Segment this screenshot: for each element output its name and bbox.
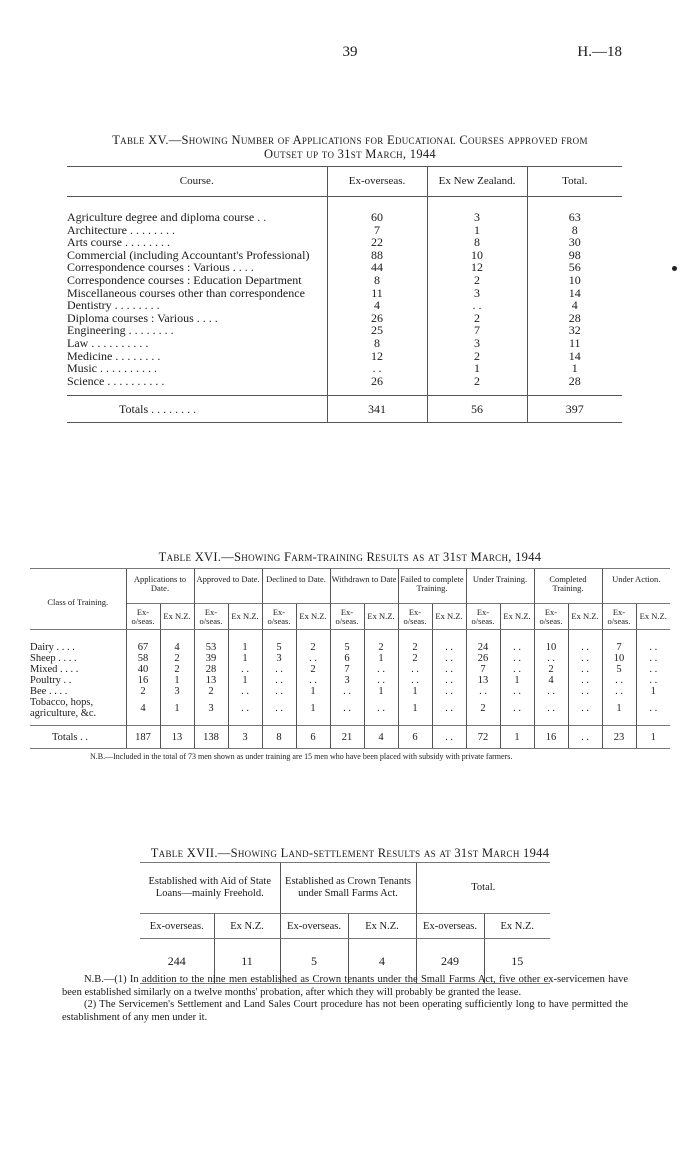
value-cell: 1	[500, 675, 534, 686]
ex-overseas-cell: 26	[327, 312, 427, 325]
totals-cell: 13	[160, 726, 194, 749]
class-of-training-header: Class of Training.	[30, 569, 126, 630]
total-cell: 14	[527, 350, 622, 363]
sub-ex-overseas: Ex-o/seas.	[330, 604, 364, 630]
course-name: Correspondence courses : Various . . . .	[67, 260, 254, 275]
ex-overseas-cell: 4	[327, 299, 427, 312]
value-cell: 3	[330, 675, 364, 686]
table-row	[30, 697, 670, 719]
value-cell: . .	[568, 664, 602, 675]
table-row	[67, 211, 622, 224]
value-cell: 249	[416, 939, 484, 984]
ex-nz-cell: 2	[427, 350, 527, 363]
row-label: Mixed . . . .	[30, 664, 79, 675]
value-cell: . .	[432, 642, 466, 653]
sub-ex-overseas: Ex-o/seas.	[262, 604, 296, 630]
value-cell: 244	[140, 939, 214, 984]
course-name: Miscellaneous courses other than correspondence	[67, 285, 305, 300]
value-cell: 1	[602, 697, 636, 719]
table-row	[67, 337, 622, 350]
value-cell: 7	[602, 642, 636, 653]
totals-cell: 72	[466, 726, 500, 749]
value-cell: 2	[398, 653, 432, 664]
value-cell: 4	[348, 939, 416, 984]
ex-nz-cell: 2	[427, 375, 527, 388]
value-cell: . .	[364, 675, 398, 686]
ex-overseas-cell: 12	[327, 350, 427, 363]
table-row	[67, 324, 622, 337]
value-cell: . .	[568, 653, 602, 664]
value-cell: . .	[228, 697, 262, 719]
sub-ex-overseas: Ex-o/seas.	[602, 604, 636, 630]
value-cell: . .	[636, 653, 670, 664]
ex-nz-cell: 7	[427, 324, 527, 337]
group-header: Approved to Date.	[194, 569, 262, 604]
group-header: Completed Training.	[534, 569, 602, 604]
ex-overseas-cell: 60	[327, 211, 427, 224]
ex-overseas-cell: 22	[327, 236, 427, 249]
ex-overseas-cell: 8	[327, 337, 427, 350]
value-cell: 4	[160, 642, 194, 653]
value-cell: 1	[364, 653, 398, 664]
sub-ex-overseas: Ex-overseas.	[140, 914, 214, 939]
total-cell: 28	[527, 375, 622, 388]
table-row	[67, 236, 622, 249]
total-cell: 30	[527, 236, 622, 249]
totals-cell: 8	[262, 726, 296, 749]
value-cell: . .	[568, 686, 602, 697]
value-cell: 2	[296, 642, 330, 653]
value-cell: 53	[194, 642, 228, 653]
course-name: Engineering . . . . . . . .	[67, 323, 174, 338]
total-cell: 14	[527, 287, 622, 300]
row-label: Bee . . . .	[30, 686, 68, 697]
value-cell: 1	[228, 675, 262, 686]
ex-nz-cell: 3	[427, 211, 527, 224]
value-cell: . .	[602, 675, 636, 686]
sub-ex-nz: Ex N.Z.	[348, 914, 416, 939]
group-header: Declined to Date.	[262, 569, 330, 604]
value-cell: 2	[398, 642, 432, 653]
total-cell: 56	[527, 261, 622, 274]
value-cell: . .	[228, 686, 262, 697]
value-cell: 2	[160, 664, 194, 675]
value-cell: . .	[500, 653, 534, 664]
value-cell: . .	[534, 653, 568, 664]
totals-cell: 138	[194, 726, 228, 749]
course-name: Agriculture degree and diploma course . .	[67, 210, 267, 224]
value-cell: . .	[500, 697, 534, 719]
value-cell: . .	[262, 675, 296, 686]
group-header: Under Training.	[466, 569, 534, 604]
totals-row	[30, 726, 670, 749]
totals-label: Totals . . . . . . . .	[67, 396, 327, 423]
sub-ex-overseas: Ex-overseas.	[280, 914, 348, 939]
value-cell: . .	[636, 664, 670, 675]
table-row	[30, 642, 670, 653]
value-cell: . .	[228, 664, 262, 675]
value-cell: . .	[432, 653, 466, 664]
value-cell: 11	[214, 939, 280, 984]
table17	[140, 862, 550, 984]
value-cell: 1	[296, 686, 330, 697]
col-header-course: Course.	[67, 167, 327, 197]
value-cell: 3	[262, 653, 296, 664]
group-header: Applications to Date.	[126, 569, 194, 604]
total-cell: 32	[527, 324, 622, 337]
totals-total: 397	[527, 396, 622, 423]
course-name: Diploma courses : Various . . . .	[67, 310, 218, 325]
value-cell: . .	[534, 697, 568, 719]
total-cell: 28	[527, 312, 622, 325]
total-cell: 98	[527, 249, 622, 262]
ex-overseas-cell: 8	[327, 274, 427, 287]
totals-exnz: 56	[427, 396, 527, 423]
ex-nz-cell: 12	[427, 261, 527, 274]
total-cell: 11	[527, 337, 622, 350]
course-name: Architecture . . . . . . . .	[67, 222, 175, 237]
sub-ex-overseas: Ex-o/seas.	[466, 604, 500, 630]
sub-ex-nz: Ex N.Z.	[228, 604, 262, 630]
value-cell: 4	[126, 697, 160, 719]
value-cell: . .	[262, 697, 296, 719]
table-row	[30, 653, 670, 664]
ex-overseas-cell: . .	[327, 362, 427, 375]
value-cell: . .	[364, 664, 398, 675]
totals-cell: 6	[398, 726, 432, 749]
total-cell: 8	[527, 224, 622, 237]
table-row	[67, 299, 622, 312]
value-cell: 1	[228, 653, 262, 664]
course-name: Music . . . . . . . . . .	[67, 361, 157, 376]
value-cell: 16	[126, 675, 160, 686]
sub-ex-overseas: Ex-o/seas.	[194, 604, 228, 630]
ex-nz-cell: 1	[427, 224, 527, 237]
course-name: Science . . . . . . . . . .	[67, 373, 165, 388]
group-header: Failed to complete Training.	[398, 569, 466, 604]
table16-title: Table XVI.—Showing Farm-training Results as at 31st March, 1944	[158, 550, 542, 564]
value-cell: 1	[636, 686, 670, 697]
totals-cell: . .	[568, 726, 602, 749]
value-cell: 1	[398, 686, 432, 697]
table-row	[67, 362, 622, 375]
value-cell: 1	[160, 675, 194, 686]
value-cell: . .	[568, 675, 602, 686]
value-cell: . .	[568, 697, 602, 719]
row-label: Poultry . .	[30, 675, 72, 686]
ex-nz-cell: 3	[427, 287, 527, 300]
course-name: Correspondence courses : Education Department	[67, 272, 302, 287]
course-name: Dentistry . . . . . . . .	[67, 298, 160, 313]
sub-ex-nz: Ex N.Z.	[432, 604, 466, 630]
sub-ex-nz: Ex N.Z.	[636, 604, 670, 630]
totals-cell: . .	[432, 726, 466, 749]
ex-nz-cell: 1	[427, 362, 527, 375]
value-cell: . .	[398, 675, 432, 686]
value-cell: . .	[296, 653, 330, 664]
note-1: N.B.—(1) In addition to the nine men established as Crown tenants under the Small Farms Act, five other ex-servicemen have been established similarly on a twelve months' probation, after which they will probably be granted the lease.	[62, 974, 628, 998]
value-cell: 5	[262, 642, 296, 653]
group-total: Total.	[416, 863, 550, 914]
value-cell: . .	[432, 664, 466, 675]
value-cell: 2	[466, 697, 500, 719]
totals-cell: 1	[636, 726, 670, 749]
value-cell: 1	[296, 697, 330, 719]
sub-ex-overseas: Ex-o/seas.	[398, 604, 432, 630]
value-cell: 2	[194, 686, 228, 697]
totals-cell: 16	[534, 726, 568, 749]
value-cell: 2	[160, 653, 194, 664]
total-cell: 1	[527, 362, 622, 375]
ex-overseas-cell: 44	[327, 261, 427, 274]
course-name: Law . . . . . . . . . .	[67, 335, 149, 350]
page-number: 39	[342, 44, 358, 60]
value-cell: . .	[500, 642, 534, 653]
table15-title	[50, 133, 650, 161]
table16-note: N.B.—Included in the total of 73 men shown as under training are 15 men who have been placed with subsidy with private farmers.	[90, 752, 513, 761]
col-header-ex-overseas: Ex-overseas.	[327, 167, 427, 197]
value-cell: 2	[364, 642, 398, 653]
total-cell: 4	[527, 299, 622, 312]
group-state-loans: Established with Aid of State Loans—mainly Freehold.	[140, 863, 280, 914]
ex-nz-cell: 2	[427, 274, 527, 287]
table-row	[30, 686, 670, 697]
value-cell: 3	[194, 697, 228, 719]
ex-nz-cell: 3	[427, 337, 527, 350]
sub-ex-overseas: Ex-overseas.	[416, 914, 484, 939]
value-cell: 10	[534, 642, 568, 653]
totals-cell: 187	[126, 726, 160, 749]
value-cell: . .	[262, 686, 296, 697]
value-cell: 26	[466, 653, 500, 664]
sub-ex-nz: Ex N.Z.	[568, 604, 602, 630]
value-cell: 2	[534, 664, 568, 675]
value-cell: 1	[364, 686, 398, 697]
value-cell: 7	[330, 664, 364, 675]
course-name: Medicine . . . . . . . .	[67, 348, 161, 363]
table17-notes	[62, 974, 628, 1024]
table-row	[30, 675, 670, 686]
sub-ex-nz: Ex N.Z.	[500, 604, 534, 630]
course-name: Arts course . . . . . . . .	[67, 235, 170, 250]
table-row	[67, 274, 622, 287]
table-row	[30, 664, 670, 675]
row-label: Dairy . . . .	[30, 642, 75, 653]
value-cell: . .	[432, 686, 466, 697]
value-cell: . .	[636, 697, 670, 719]
ex-nz-cell: . .	[427, 299, 527, 312]
value-cell: 4	[534, 675, 568, 686]
value-cell: 1	[228, 642, 262, 653]
value-cell: . .	[602, 686, 636, 697]
ex-overseas-cell: 88	[327, 249, 427, 262]
value-cell: 5	[280, 939, 348, 984]
totals-cell: 1	[500, 726, 534, 749]
value-cell: 24	[466, 642, 500, 653]
value-cell: . .	[330, 697, 364, 719]
sub-ex-nz: Ex N.Z.	[364, 604, 398, 630]
value-cell: . .	[500, 686, 534, 697]
sub-ex-overseas: Ex-o/seas.	[534, 604, 568, 630]
value-cell: 40	[126, 664, 160, 675]
sub-ex-nz: Ex N.Z.	[160, 604, 194, 630]
value-cell: 58	[126, 653, 160, 664]
group-header: Under Action.	[602, 569, 670, 604]
ex-overseas-cell: 26	[327, 375, 427, 388]
table-row	[67, 375, 622, 388]
total-cell: 10	[527, 274, 622, 287]
note-2: (2) The Servicemen's Settlement and Land Sales Court procedure has not been operating sufficiently long to have permitted the establishment of any men under it.	[62, 999, 628, 1023]
table15	[67, 166, 622, 423]
totals-row	[67, 396, 622, 423]
table16	[30, 568, 670, 749]
value-cell: 39	[194, 653, 228, 664]
value-cell: . .	[364, 697, 398, 719]
value-cell: 2	[296, 664, 330, 675]
value-cell: 67	[126, 642, 160, 653]
value-cell: . .	[466, 686, 500, 697]
totals-label: Totals . .	[30, 726, 126, 749]
value-cell: . .	[398, 664, 432, 675]
total-cell: 63	[527, 211, 622, 224]
document-reference: H.—18	[577, 44, 622, 60]
course-name: Commercial (including Accountant's Professional)	[67, 247, 310, 262]
value-cell: 28	[194, 664, 228, 675]
sub-ex-overseas: Ex-o/seas.	[126, 604, 160, 630]
value-cell: . .	[432, 675, 466, 686]
value-cell: 2	[126, 686, 160, 697]
value-cell: 6	[330, 653, 364, 664]
row-label: Sheep . . . .	[30, 653, 77, 664]
value-cell: 13	[466, 675, 500, 686]
group-header: Withdrawn to Date	[330, 569, 398, 604]
table17-title: Table XVII.—Showing Land-settlement Results as at 31st March 1944	[150, 846, 550, 860]
value-cell: . .	[296, 675, 330, 686]
ex-nz-cell: 10	[427, 249, 527, 262]
ex-nz-cell: 8	[427, 236, 527, 249]
value-cell: 1	[398, 697, 432, 719]
sub-ex-nz: Ex N.Z.	[296, 604, 330, 630]
value-cell: . .	[262, 664, 296, 675]
value-cell: . .	[636, 675, 670, 686]
value-cell: 5	[330, 642, 364, 653]
value-cell: 3	[160, 686, 194, 697]
totals-cell: 23	[602, 726, 636, 749]
value-cell: . .	[534, 686, 568, 697]
ex-overseas-cell: 7	[327, 224, 427, 237]
value-cell: 1	[160, 697, 194, 719]
value-cell: 15	[484, 939, 550, 984]
group-crown-tenants: Established as Crown Tenants under Small Farms Act.	[280, 863, 416, 914]
col-header-ex-new-zealand: Ex New Zealand.	[427, 167, 527, 197]
sub-ex-nz: Ex N.Z.	[214, 914, 280, 939]
ex-overseas-cell: 11	[327, 287, 427, 300]
value-cell: . .	[432, 697, 466, 719]
value-cell: . .	[568, 642, 602, 653]
totals-cell: 3	[228, 726, 262, 749]
ex-nz-cell: 2	[427, 312, 527, 325]
value-cell: . .	[500, 664, 534, 675]
value-cell: . .	[636, 642, 670, 653]
ex-overseas-cell: 25	[327, 324, 427, 337]
totals-cell: 21	[330, 726, 364, 749]
table15-title-line1: Table XV.—Showing Number of Applications for Educational Courses approved from	[112, 133, 588, 147]
row-label: Tobacco, hops, agriculture, &c.	[30, 697, 97, 719]
totals-cell: 6	[296, 726, 330, 749]
value-cell: 13	[194, 675, 228, 686]
sub-ex-nz: Ex N.Z.	[484, 914, 550, 939]
col-header-total: Total.	[527, 167, 622, 197]
table15-title-line2: Outset up to 31st March, 1944	[264, 147, 436, 161]
totals-exo: 341	[327, 396, 427, 423]
value-cell: 7	[466, 664, 500, 675]
value-cell: 10	[602, 653, 636, 664]
value-cell: 5	[602, 664, 636, 675]
value-cell: . .	[330, 686, 364, 697]
margin-mark	[672, 266, 677, 271]
totals-cell: 4	[364, 726, 398, 749]
